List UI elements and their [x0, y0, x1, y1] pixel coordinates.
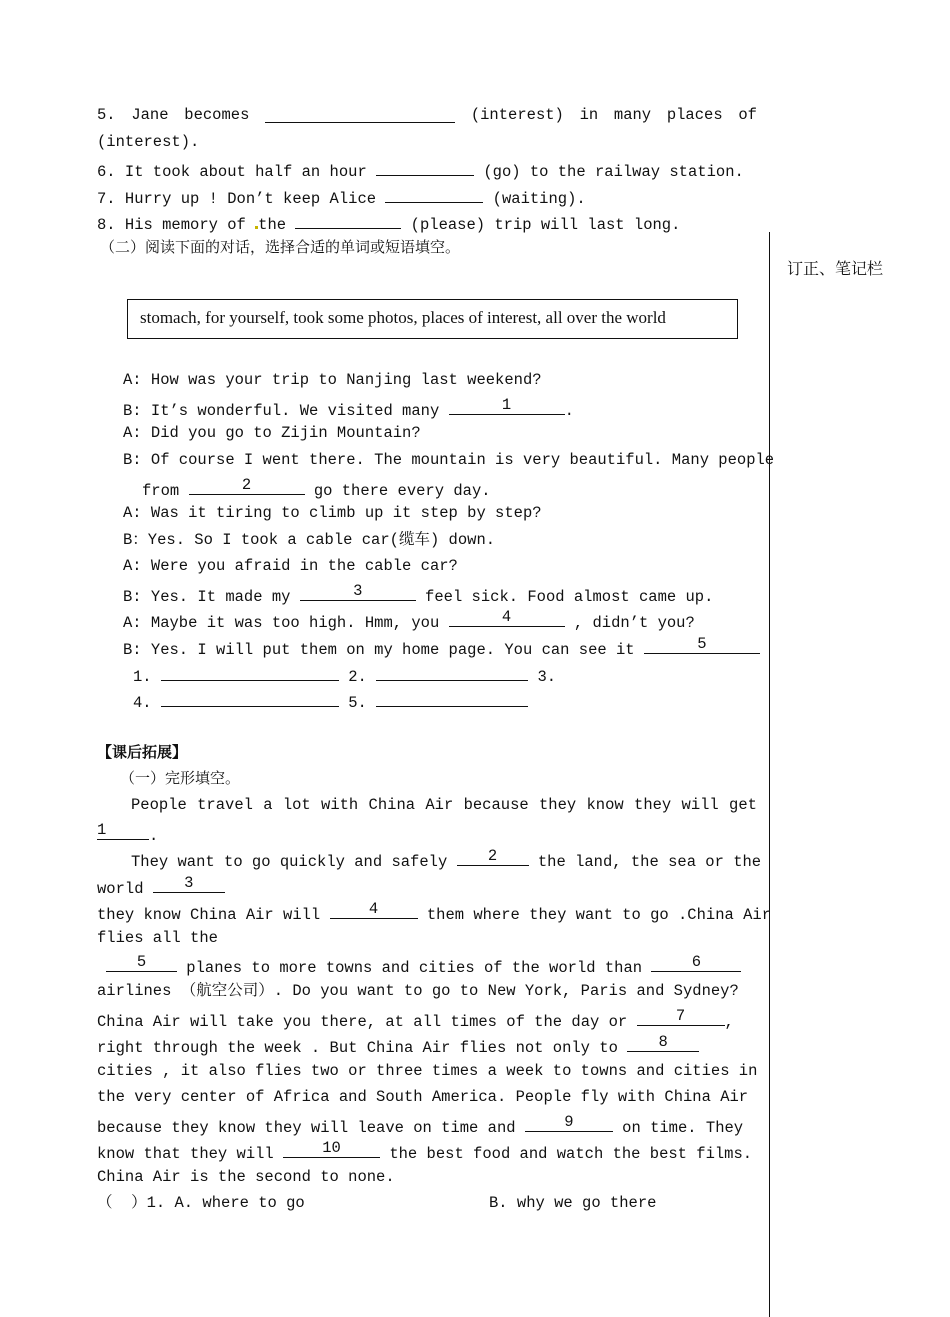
word: lot: [282, 796, 311, 814]
word-bank-box: stomach, for yourself, took some photos, places of interest, all over the world: [127, 299, 738, 339]
cloze-line: [97, 1140, 752, 1164]
dialog-blank-5[interactable]: [644, 636, 760, 654]
dialog-line: [123, 397, 574, 421]
q5-answer-blank[interactable]: [265, 105, 455, 123]
q5-word: becomes: [184, 106, 250, 124]
word: because: [463, 796, 529, 814]
word: travel: [197, 796, 253, 814]
word: get: [729, 796, 757, 814]
cloze-blank-5[interactable]: [106, 954, 177, 972]
dialog-text: B: Yes. It made my: [123, 588, 300, 606]
dialog-line: [123, 609, 695, 633]
q5-continuation: (interest).: [97, 133, 200, 151]
q5-word: of: [738, 106, 757, 124]
dialog-text: A: Maybe it was too high. Hmm, you: [123, 614, 449, 632]
q6-text-after: (go) to the railway station.: [474, 163, 744, 181]
q5-hint: (interest): [470, 106, 564, 124]
dialog-text: .: [564, 402, 574, 420]
cloze-text: know that they will: [97, 1145, 284, 1163]
dialog-line: B：Yes. So I took a cable car(缆车) down.: [123, 531, 496, 549]
cloze-line: [97, 1114, 743, 1138]
blank-number: 3: [184, 874, 194, 892]
blank-number: 2: [241, 476, 252, 494]
cloze-blank-9[interactable]: [525, 1114, 613, 1132]
dialog-line: [123, 636, 760, 660]
cloze-text: they know China Air will: [97, 906, 330, 924]
q5-word: Jane: [131, 106, 169, 124]
cloze-line: [131, 848, 761, 872]
answer-blank-4[interactable]: [161, 689, 339, 707]
cloze-text: China Air will take you there, at a: [97, 1013, 423, 1031]
question-7: [97, 185, 586, 209]
cloze-text: on time. They: [612, 1119, 744, 1137]
choice-question-1: （ ）1. A. where to go: [97, 1194, 305, 1212]
q8-answer-blank[interactable]: [295, 211, 401, 229]
answer-blank-2[interactable]: [376, 663, 528, 681]
q8-the: the: [258, 216, 296, 234]
section-heading: 【课后拓展】: [97, 743, 188, 761]
answer-label: 2.: [348, 668, 367, 686]
q5-word: places: [666, 106, 723, 124]
cloze-blank-1[interactable]: [97, 822, 149, 840]
cloze-line: China Air is the second to none.: [97, 1168, 395, 1186]
answer-label: 4.: [133, 694, 152, 712]
blank-number: 5: [136, 953, 147, 971]
cloze-line: the very center of Africa and South America. People fly with China Air: [97, 1088, 749, 1106]
cloze-line: airlines （航空公司）. Do you want to go to New York, Paris and Sydney?: [97, 982, 739, 1000]
word: they: [538, 796, 577, 814]
q5-word: in: [579, 106, 599, 124]
dialog-line: B: Of course I went there. The mountain is very beautiful. Many people: [123, 451, 775, 469]
blank-number: 8: [658, 1033, 668, 1051]
blank-number: 1: [501, 396, 512, 414]
dialog-text: B: It’s wonderful. We visited many: [123, 402, 449, 420]
word: will: [681, 796, 719, 814]
answer-row-1: [133, 663, 556, 687]
cloze-text: because they know they will leave on time and: [97, 1119, 525, 1137]
blank-number: 2: [487, 847, 498, 865]
q6-text: 6. It took about half an hour: [97, 163, 377, 181]
question-8: [97, 211, 680, 235]
cloze-text: planes to more towns and cities of the world than: [177, 959, 652, 977]
cloze-text: ll times of the day or: [422, 1013, 637, 1031]
cloze-subtitle: （一）完形填空。: [120, 769, 241, 787]
notes-divider: [769, 232, 770, 1317]
dialog-text: from: [142, 482, 189, 500]
cloze-line: [97, 901, 771, 925]
blank-number: 6: [691, 953, 702, 971]
answer-label: 3.: [537, 668, 557, 686]
dialog-line: [123, 583, 713, 607]
dialog-line: A: Did you go to Zijin Mountain?: [123, 424, 421, 442]
blank-number: 1: [97, 821, 107, 839]
answer-row-2: [133, 689, 528, 713]
q8-text: 8. His memory of: [97, 216, 256, 234]
word: People: [131, 796, 187, 814]
cloze-blank-4[interactable]: [330, 901, 418, 919]
cloze-text: the best food and watch the best films.: [380, 1145, 753, 1163]
cloze-line: flies all the: [97, 929, 218, 947]
dialog-text: , didn’t you?: [564, 614, 695, 632]
cloze-text: the land, the sea or the: [528, 853, 762, 871]
cloze-blank-6[interactable]: [651, 954, 741, 972]
cloze-text: them where they want to go .China Air: [417, 906, 772, 924]
cloze-blank-8[interactable]: [627, 1034, 699, 1052]
answer-blank-5[interactable]: [376, 689, 528, 707]
blank-number: 4: [501, 608, 512, 626]
dialog-text: go there every day.: [304, 482, 491, 500]
q7-text: 7. Hurry up ! Don’t keep Alice: [97, 190, 386, 208]
cloze-blank-2[interactable]: [457, 848, 529, 866]
q7-answer-blank[interactable]: [385, 185, 483, 203]
dialog-blank-1[interactable]: [449, 397, 565, 415]
notes-column-label: 订正、笔记栏: [787, 259, 884, 278]
word: know: [586, 796, 624, 814]
blank-number: 5: [697, 635, 707, 653]
cloze-line: [97, 1008, 734, 1032]
cloze-line: [106, 954, 741, 978]
dialog-text: feel sick. Food almost came up.: [415, 588, 714, 606]
answer-label: 5.: [348, 694, 367, 712]
blank-number: 9: [564, 1113, 574, 1131]
answer-label: 1.: [133, 668, 152, 686]
dialog-blank-4[interactable]: [449, 609, 565, 627]
word: a: [263, 796, 273, 814]
dialog-line: [142, 477, 491, 501]
word: China: [368, 796, 416, 814]
word: they: [634, 796, 672, 814]
answer-blank-1[interactable]: [161, 663, 339, 681]
cloze-text: right through the week . But China Air flies not only to: [97, 1039, 628, 1057]
q8-text-after: (please) trip will last long.: [401, 216, 681, 234]
blank-number: 3: [353, 582, 363, 600]
cloze-line: cities , it also flies two or three times a week to towns and cities in: [97, 1062, 758, 1080]
q6-answer-blank[interactable]: [376, 158, 474, 176]
word: with: [321, 796, 359, 814]
blank-number: 10: [322, 1139, 341, 1157]
cloze-line: 1 .: [97, 821, 159, 845]
dialog-blank-3[interactable]: [300, 583, 416, 601]
question-6: [97, 158, 744, 182]
word: Air: [425, 796, 454, 814]
section-2-title: （二）阅读下面的对话，选择合适的单词或短语填空。: [100, 238, 461, 256]
cloze-text: world: [97, 880, 153, 898]
dialog-text: B: Yes. I will put them on my home page. You can see it: [123, 641, 644, 659]
q5-word: many: [613, 106, 652, 124]
cloze-line: [97, 1034, 699, 1058]
dialog-line: A: Were you afraid in the cable car?: [123, 557, 458, 575]
dialog-line: A: Was it tiring to climb up it step by step?: [123, 504, 542, 522]
cloze-blank-3[interactable]: [153, 875, 225, 893]
cloze-line: [131, 795, 757, 815]
cloze-text: ,: [724, 1013, 734, 1031]
cloze-blank-7[interactable]: [637, 1008, 725, 1026]
question-5: [97, 105, 757, 125]
choice-option-b: B. why we go there: [489, 1194, 657, 1212]
cloze-blank-10[interactable]: [283, 1140, 380, 1158]
blank-number: 4: [368, 900, 379, 918]
cloze-line: [97, 875, 225, 899]
dialog-blank-2[interactable]: [189, 477, 305, 495]
blank-number: 7: [675, 1007, 686, 1025]
q5-number: 5.: [97, 106, 116, 124]
cloze-text: They want to go quickly and safely: [131, 853, 457, 871]
q7-text-after: (waiting).: [483, 190, 586, 208]
dialog-line: A: How was your trip to Nanjing last weekend?: [123, 371, 542, 389]
